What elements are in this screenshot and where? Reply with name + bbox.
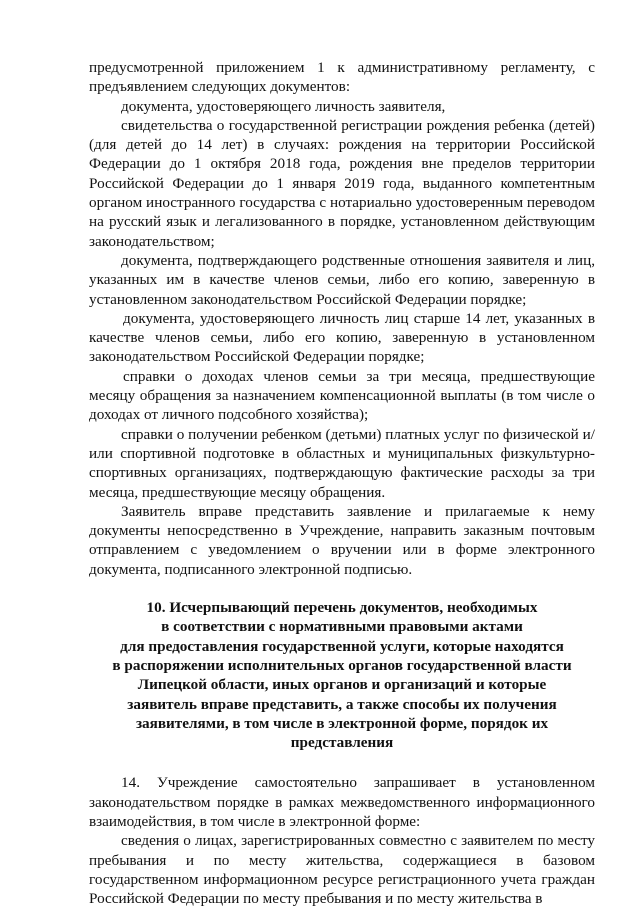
paragraph-kinship-document: документа, подтверждающего родственные отношения заявителя и лиц, указанных им в качестве членов семьи, либо его копию, заверенную в установленном законодательством Российской Федерации порядке; xyxy=(89,251,595,308)
heading-line: Липецкой области, иных органов и организаций и которые xyxy=(137,676,547,694)
paragraph-income-certificate: справки о доходах членов семьи за три месяца, предшествующие месяцу обращения за назначением компенсационной выплаты (в том числе о доходах от личного подсобного хозяйства); xyxy=(89,367,595,424)
heading-line: представления xyxy=(290,734,394,752)
heading-line: в распоряжении исполнительных органов государственной власти xyxy=(112,656,572,674)
paragraph-intro: предусмотренной приложением 1 к административному регламенту, с предъявлением следующих документов: xyxy=(89,59,595,96)
heading-line: в соответствии с нормативными правовыми актами xyxy=(161,618,523,636)
paragraph-identity-document: документа, удостоверяющего личность заявителя, xyxy=(121,97,446,115)
heading-line: заявителями, в том числе в электронной форме, порядок их xyxy=(135,714,549,732)
document-page xyxy=(89,58,595,908)
paragraph-registration-info: сведения о лицах, зарегистрированных совместно с заявителем по месту пребывания и по месту жительства, содержащиеся в базовом государственном информационном ресурсе регистрационного учета граждан Российской Федерации по месту пребывания и по месту жительства в xyxy=(89,832,595,908)
paragraph-item-14: 14. Учреждение самостоятельно запрашивает в установленном законодательством порядке в рамках межведомственного информационного взаимодействия, в том числе в электронной форме: xyxy=(89,774,595,830)
paragraph-family-members-identity: документа, удостоверяющего личность лиц старше 14 лет, указанных в качестве членов семьи, либо его копию, заверенную в установленном законодательством Российской Федерации порядке; xyxy=(89,309,595,366)
heading-line: заявитель вправе представить, а также способы их получения xyxy=(127,695,557,713)
heading-line: для предоставления государственной услуги, которые находятся xyxy=(120,637,564,655)
heading-line: 10. Исчерпывающий перечень документов, необходимых xyxy=(146,599,538,617)
paragraph-sports-services-certificate: справки о получении ребенком (детьми) платных услуг по физической и/или спортивной подготовке в областных и муниципальных физкультурно-спортивных организациях, подтверждающую фактические расходы за три месяца, предшествующие месяцу обращения. xyxy=(89,425,595,501)
paragraph-birth-certificate: свидетельства о государственной регистрации рождения ребенка (детей) (для детей до 14 лет) в случаях: рождения на территории Российской Федерации до 1 октября 2018 года, рождения вне пределов территории Российской Федерации до 1 января 2019 года, выданного компетентным органом иностранного государства с нотариально удостоверенным переводом на русский язык и легализованного в порядке, установленном действующим законодательством; xyxy=(89,116,595,250)
section-heading xyxy=(89,598,595,752)
paragraph-submission-methods: Заявитель вправе представить заявление и прилагаемые к нему документы непосредственно в Учреждение, направить заказным почтовым отправлением с уведомлением о вручении или в форме электронного документа, подписанного электронной подписью. xyxy=(89,502,595,578)
